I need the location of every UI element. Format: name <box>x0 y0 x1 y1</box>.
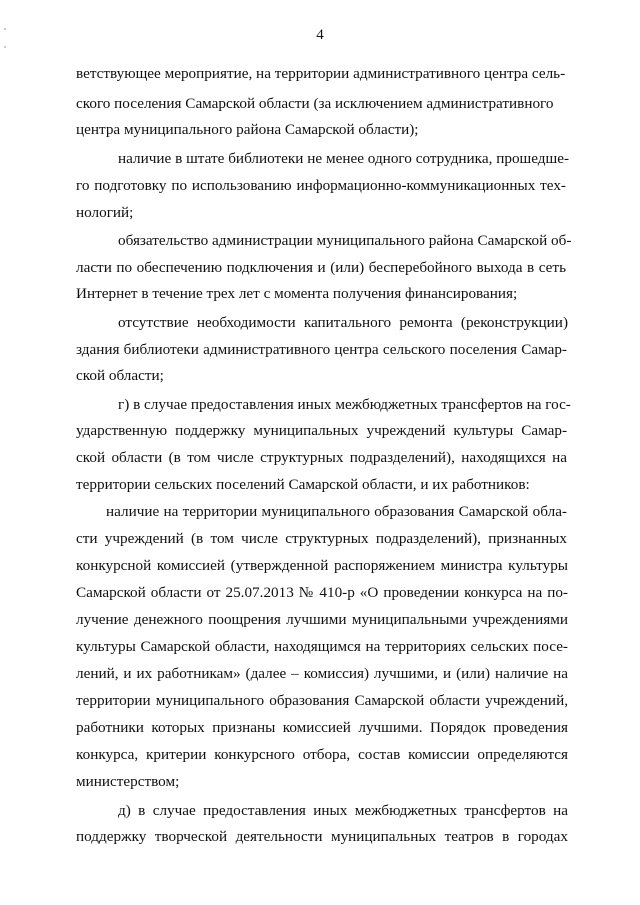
text-line: работники которых признаны комиссией лучшими. Порядок проведения <box>76 719 568 736</box>
text-line: поддержку творческой деятельности муниципальных театров в городах <box>76 828 568 845</box>
text-line: здания библиотеки административного центра сельского поселения Самар- <box>76 341 567 358</box>
text-line: конкурса, критерии конкурсного отбора, состав комиссии определяются <box>76 746 568 763</box>
text-line: г) в случае предоставления иных межбюджетных трансфертов на гос- <box>118 396 571 413</box>
text-line: территории муниципального образования Самарской области учреждений, <box>76 692 568 709</box>
text-line: обязательство администрации муниципального района Самарской об- <box>118 232 572 249</box>
text-line: лений, и их работникам» (далее – комиссия) лучшими, и (или) наличие на <box>76 665 568 682</box>
text-line: центра муниципального района Самарской области); <box>76 121 419 138</box>
text-line: сти учреждений (в том числе структурных подразделений), признанных <box>76 530 567 547</box>
text-line: лучение денежного поощрения лучшими муниципальными учреждениями <box>76 611 568 628</box>
margin-mark <box>4 46 6 48</box>
text-line: нологий; <box>76 204 134 221</box>
text-line: д) в случае предоставления иных межбюджетных трансфертов на <box>118 802 568 819</box>
text-line: ласти по обеспечению подключения и (или) бесперебойного выхода в сеть <box>76 259 566 276</box>
text-line: министерством; <box>76 773 180 790</box>
text-line: ветствующее мероприятие, на территории административного центра сель- <box>76 65 566 82</box>
text-line: го подготовку по использованию информационно-коммуникационных тех- <box>76 177 566 194</box>
text-line: ской области (в том числе структурных подразделений), находящихся на <box>76 449 567 466</box>
text-line: конкурсной комиссией (утвержденной распоряжением министра культуры <box>76 557 568 574</box>
text-line: наличие в штате библиотеки не менее одного сотрудника, прошедше- <box>118 150 569 167</box>
text-line: Интернет в течение трех лет с момента получения финансирования; <box>76 285 518 302</box>
text-line: ударственную поддержку муниципальных учреждений культуры Самар- <box>76 422 567 439</box>
text-line: наличие на территории муниципального образования Самарской обла- <box>106 503 567 520</box>
page-number: 4 <box>316 27 324 43</box>
text-line: ской области; <box>76 367 164 384</box>
text-line: Самарской области от 25.07.2013 № 410-р «О проведении конкурса на по- <box>76 584 568 601</box>
text-line: культуры Самарской области, находящимся на территориях сельских посе- <box>76 638 568 655</box>
text-line: территории сельских поселений Самарской области, и их работников: <box>76 476 530 493</box>
text-line: отсутствие необходимости капитального ремонта (реконструкции) <box>118 314 568 331</box>
text-line: ского поселения Самарской области (за исключением административного <box>76 95 554 112</box>
